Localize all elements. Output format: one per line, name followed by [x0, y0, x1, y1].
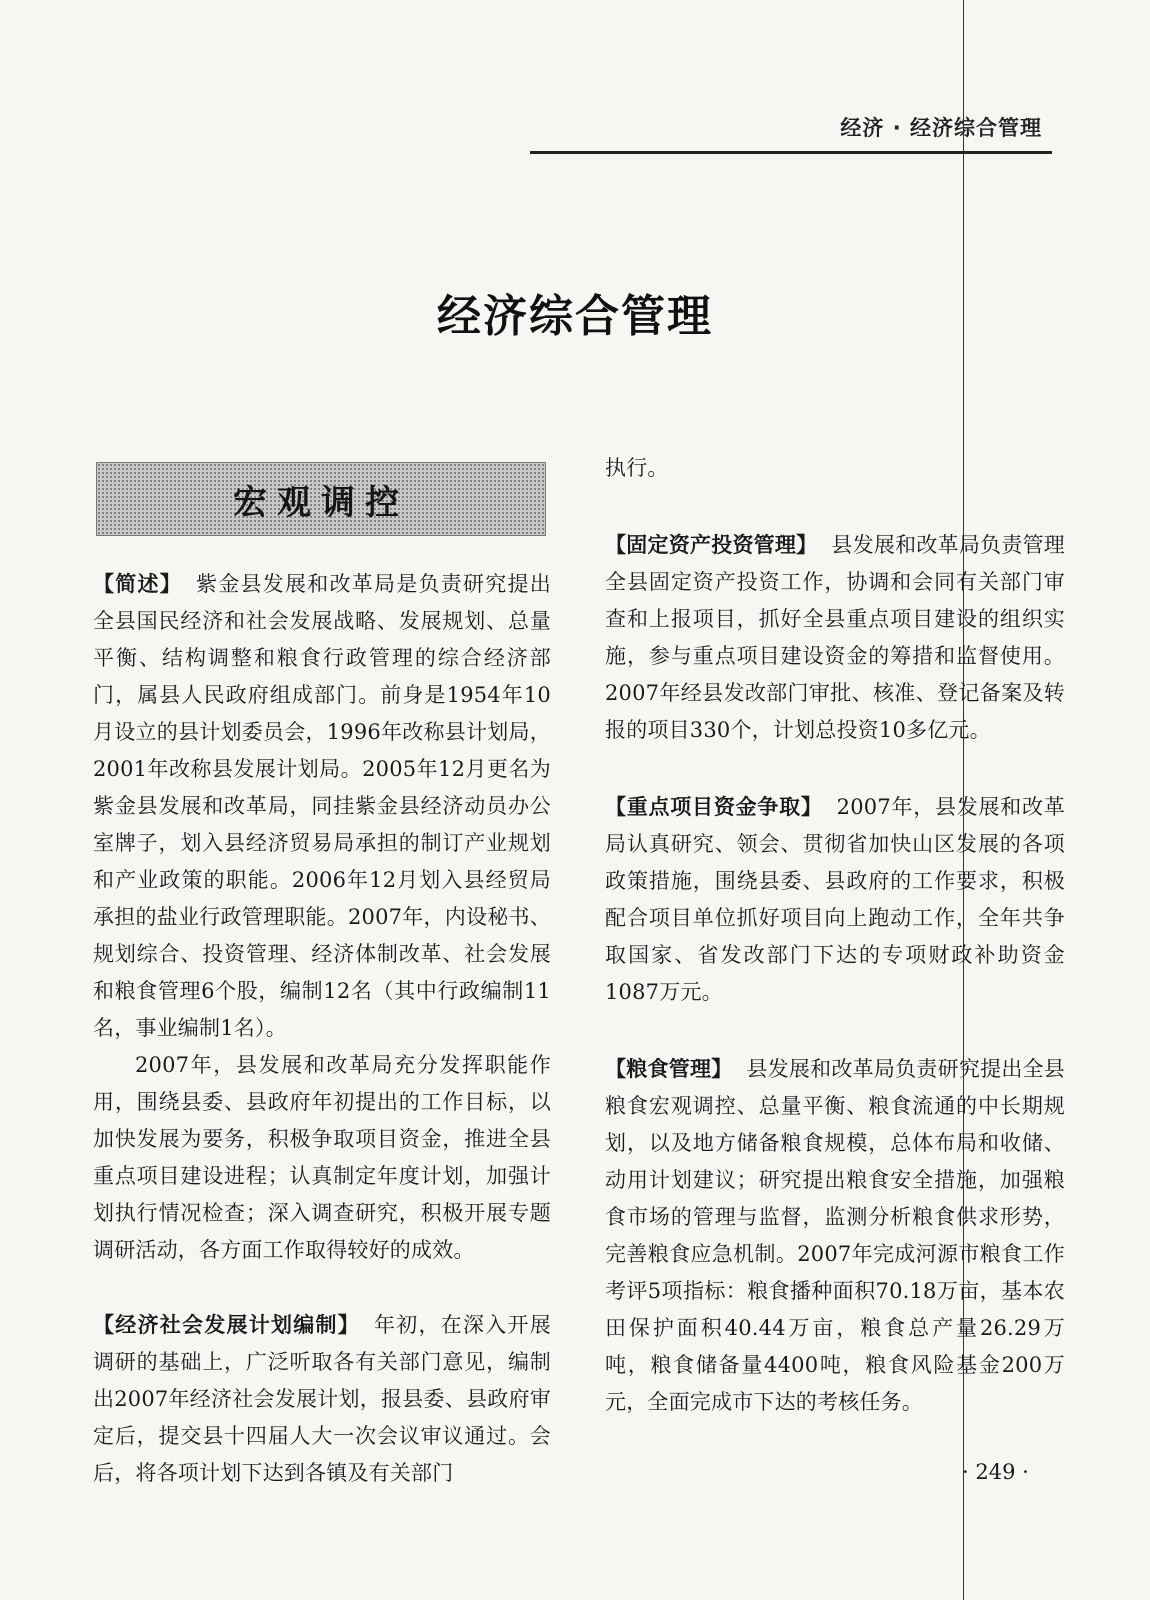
overview-text: 紫金县发展和改革局是负责研究提出全县国民经济和社会发展战略、发展规划、总量平衡、结构调整和粮食行政管理的综合经济部门，属县人民政府组成部门。前身是1954年10月设立的县计划委员会，1996年改称县计划局，2001年改称县发展计划局。2005年12月更名为紫金县发展和改革局，同挂紫金县经济动员办公室牌子，划入县经济贸易局承担的制订产业规划和产业政策的职能。2006年12月划入县经贸局承担的盐业行政管理职能。2007年，内设秘书、规划综合、投资管理、经济体制改革、社会发展和粮食管理6个股，编制12名（其中行政编制11名，事业编制1名）。	[93, 572, 551, 1040]
grain-text: 县发展和改革局负责研究提出全县粮食宏观调控、总量平衡、粮食流通的中长期规划，以及地方储备粮食规模，总体布局和收储、动用计划建议；研究提出粮食安全措施，加强粮食市场的管理与监督，监测分析粮食供求形势，完善粮食应急机制。2007年完成河源市粮食工作考评5项指标：粮食播种面积70.18万亩，基本农田保护面积40.44万亩，粮食总产量26.29万吨，粮食储备量4400吨，粮食风险基金200万元，全面完成市下达的考核任务。	[605, 1057, 1066, 1414]
running-head: 经济 · 经济综合管理	[840, 116, 1042, 140]
fixed-asset-paragraph	[605, 527, 1065, 749]
key-project-text: 2007年，县发展和改革局认真研究、领会、贯彻省加快山区发展的各项政策措施，围绕县委、县政府的工作要求，积极配合项目单位抓好项目向上跑动工作，全年共争取国家、省发改部门下达的专项财政补助资金1087万元。	[605, 795, 1066, 1004]
key-project-paragraph	[605, 789, 1065, 1011]
plan-paragraph	[93, 1307, 551, 1492]
plan-text: 年初，在深入开展调研的基础上，广泛听取各有关部门意见，编制出2007年经济社会发展计划，报县委、县政府审定后，提交县十四届人大一次会议审议通过。会后，将各项计划下达到各镇及有关部门	[93, 1313, 551, 1485]
page-title: 经济综合管理	[437, 291, 713, 342]
header-rule	[530, 151, 1052, 154]
overview-label: 【简述】	[93, 572, 183, 596]
plan-label: 【经济社会发展计划编制】	[93, 1313, 361, 1337]
overview-paragraph	[93, 566, 551, 1047]
key-project-label: 【重点项目资金争取】	[605, 795, 823, 819]
section-banner	[96, 462, 546, 536]
page-number: · 249 ·	[962, 1460, 1029, 1484]
left-column	[93, 566, 551, 1492]
continuation-text: 执行。	[605, 456, 669, 480]
overview-paragraph-2: 2007年，县发展和改革局充分发挥职能作用，围绕县委、县政府年初提出的工作目标，以加快发展为要务，积极争取项目资金，推进全县重点项目建设进程；认真制定年度计划，加强计划执行情况检查；深入调查研究，积极开展专题调研活动，各方面工作取得较好的成效。	[93, 1053, 551, 1262]
grain-label: 【粮食管理】	[605, 1057, 733, 1081]
fixed-asset-label: 【固定资产投资管理】	[605, 533, 818, 557]
grain-paragraph	[605, 1051, 1065, 1421]
right-column	[605, 450, 1065, 1421]
section-banner-text: 宏观调控	[233, 482, 409, 523]
fixed-asset-text: 县发展和改革局负责管理全县固定资产投资工作，协调和会同有关部门审查和上报项目，抓好全县重点项目建设的组织实施，参与重点项目建设资金的筹措和监督使用。2007年经县发改部门审批、核准、登记备案及转报的项目330个，计划总投资10多亿元。	[605, 533, 1066, 742]
